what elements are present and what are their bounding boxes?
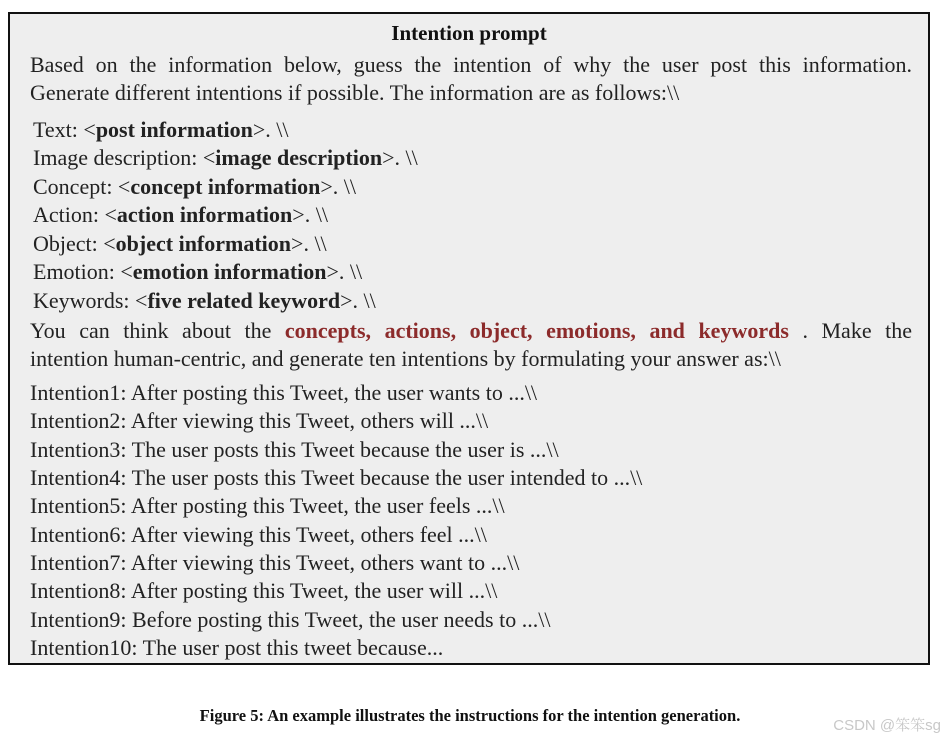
think-line-1: You can think about the concepts, actions, object, emotions, and keywords . Make the bbox=[30, 318, 912, 343]
prompt-box bbox=[8, 12, 930, 665]
intro-line-1: Based on the information below, guess the intention of why the user post this information. bbox=[30, 52, 912, 77]
prompt-title: Intention prompt bbox=[391, 21, 547, 45]
intention-10: Intention10: The user post this tweet because... bbox=[30, 635, 444, 660]
intro-line-2: Generate different intentions if possible. The information are as follows:\\ bbox=[30, 80, 680, 105]
watermark: CSDN @笨笨sg bbox=[833, 717, 941, 734]
intention-9: Intention9: Before posting this Tweet, the user needs to ...\\ bbox=[30, 607, 551, 632]
field-text: Text: <post information>. \\ bbox=[33, 117, 289, 142]
think-line-2: intention human-centric, and generate ten intentions by formulating your answer as:\\ bbox=[30, 346, 781, 371]
intention-8: Intention8: After posting this Tweet, the user will ...\\ bbox=[30, 578, 498, 603]
figure-caption: Figure 5: An example illustrates the instructions for the intention generation. bbox=[199, 706, 741, 725]
highlighted-terms: concepts, actions, object, emotions, and keywords bbox=[284, 318, 789, 343]
intention-7: Intention7: After viewing this Tweet, others want to ...\\ bbox=[30, 550, 520, 575]
field-object: Object: <object information>. \\ bbox=[33, 231, 327, 256]
intention-6: Intention6: After viewing this Tweet, others feel ...\\ bbox=[30, 522, 487, 547]
field-keywords: Keywords: <five related keyword>. \\ bbox=[33, 288, 376, 313]
intention-4: Intention4: The user posts this Tweet because the user intended to ...\\ bbox=[30, 465, 643, 490]
field-concept: Concept: <concept information>. \\ bbox=[33, 174, 357, 199]
intention-3: Intention3: The user posts this Tweet because the user is ...\\ bbox=[30, 437, 559, 462]
intention-2: Intention2: After viewing this Tweet, others will ...\\ bbox=[30, 408, 489, 433]
field-action: Action: <action information>. \\ bbox=[33, 202, 328, 227]
intention-5: Intention5: After posting this Tweet, the user feels ...\\ bbox=[30, 493, 505, 518]
field-image-description: Image description: <image description>. \\ bbox=[33, 145, 418, 170]
intention-1: Intention1: After posting this Tweet, the user wants to ...\\ bbox=[30, 380, 538, 405]
field-emotion: Emotion: <emotion information>. \\ bbox=[33, 259, 363, 284]
